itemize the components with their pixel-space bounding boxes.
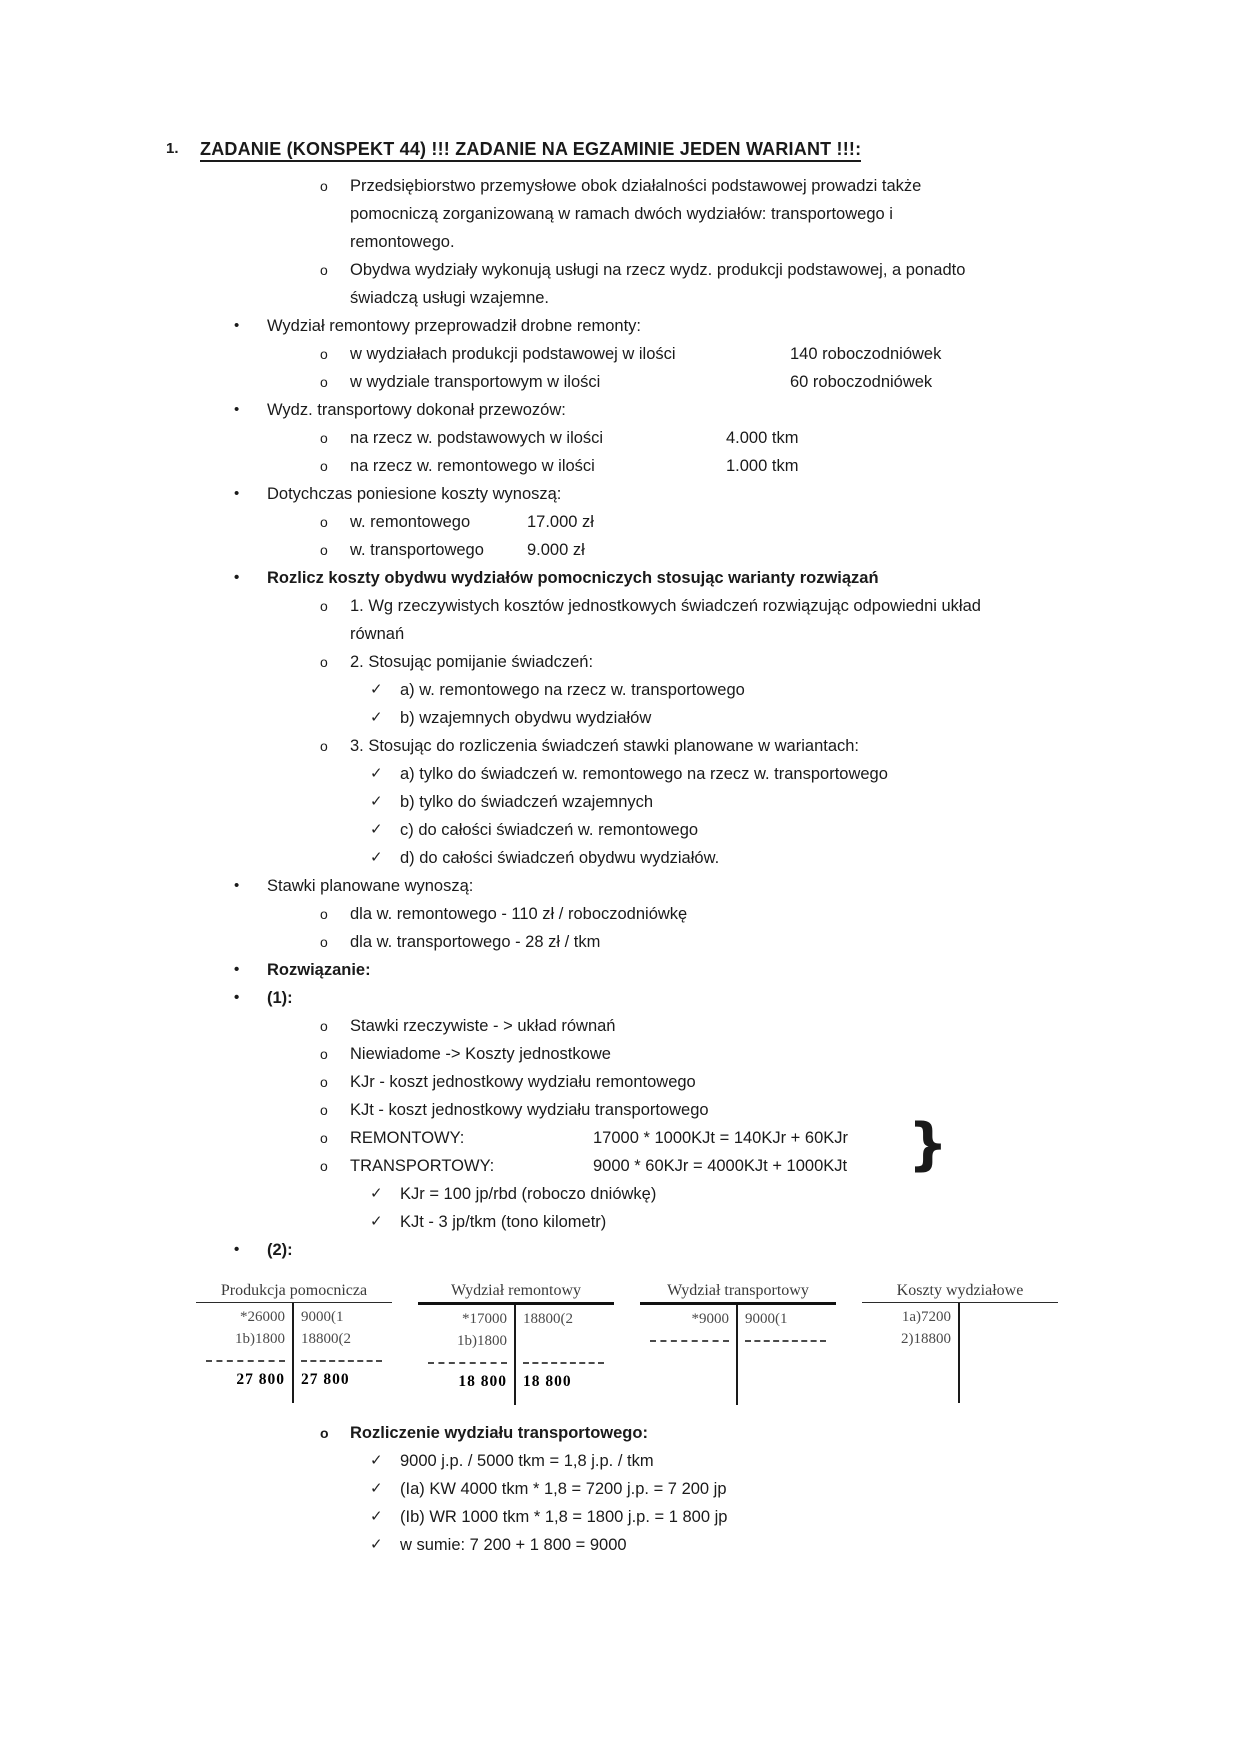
line-text: (2): (267, 1241, 293, 1259)
doc-line (0, 732, 1240, 760)
doc-line (0, 956, 1240, 984)
t-account-body (418, 1305, 614, 1405)
t-account-left-column (196, 1303, 294, 1403)
doc-line (0, 1503, 1240, 1531)
line-text: Rozwiązanie: (267, 961, 371, 979)
line-text: 1. Wg rzeczywistych kosztów jednostkowych świadczeń rozwiązując odpowiedni układ równań (350, 597, 981, 643)
check-icon: ✓ (370, 1185, 383, 1202)
account-entry: 9000(1 (301, 1309, 344, 1325)
t-account-body (196, 1303, 392, 1403)
line-text: w. remontowego (350, 513, 471, 531)
t-account (640, 1282, 836, 1405)
bullet-icon: o (320, 430, 328, 446)
line-text: KJt - koszt jednostkowy wydziału transportowego (350, 1101, 709, 1119)
account-total: 18 800 (458, 1373, 507, 1390)
dash-separator (428, 1362, 507, 1370)
page-title: ZADANIE (KONSPEKT 44) !!! ZADANIE NA EGZAMINIE JEDEN WARIANT !!!: (200, 139, 861, 162)
check-icon: ✓ (370, 821, 383, 838)
bullet-icon: o (320, 346, 328, 362)
bullet-icon: o (320, 458, 328, 474)
dash-separator (206, 1360, 285, 1368)
document-body (0, 172, 1240, 1264)
line-text: a) tylko do świadczeń w. remontowego na rzecz w. transportowego (400, 765, 888, 783)
account-entry: 1b)1800 (235, 1331, 285, 1347)
line-text: REMONTOWY: (350, 1129, 465, 1147)
line-value: 140 roboczodniówek (790, 345, 942, 363)
doc-line (0, 1419, 1240, 1447)
check-icon: ✓ (370, 1213, 383, 1230)
account-entry: 1b)1800 (457, 1333, 507, 1349)
doc-line (0, 872, 1240, 900)
line-text: Wydział remontowy przeprowadził drobne remonty: (267, 317, 642, 335)
doc-line (0, 340, 1240, 368)
account-total: 18 800 (523, 1373, 572, 1390)
bullet-icon: o (320, 934, 328, 950)
line-text: na rzecz w. podstawowych w ilości (350, 429, 604, 447)
t-account (196, 1282, 392, 1405)
account-entry: 18800(2 (523, 1311, 573, 1327)
line-text: Wydz. transportowy dokonał przewozów: (267, 401, 566, 419)
doc-line (0, 1096, 1240, 1124)
bullet-icon: o (320, 1102, 328, 1118)
doc-line (0, 536, 1240, 564)
bullet-icon: • (234, 1241, 240, 1258)
line-text: Stawki rzeczywiste - > układ równań (350, 1017, 616, 1035)
bullet-icon: o (320, 178, 328, 194)
check-icon: ✓ (370, 1508, 383, 1525)
doc-line (0, 1447, 1240, 1475)
line-text: (Ib) WR 1000 tkm * 1,8 = 1800 j.p. = 1 800 jp (400, 1508, 728, 1526)
doc-line (0, 1012, 1240, 1040)
t-account-left-column (418, 1305, 516, 1405)
bullet-icon: o (320, 906, 328, 922)
doc-line (0, 368, 1240, 396)
check-icon: ✓ (370, 849, 383, 866)
t-account-left-column (862, 1303, 960, 1403)
bullet-icon: o (320, 374, 328, 390)
doc-line (0, 1475, 1240, 1503)
account-total: 27 800 (236, 1371, 285, 1388)
line-text: 2. Stosując pomijanie świadczeń: (350, 653, 594, 671)
doc-line (0, 1236, 1240, 1264)
doc-line (0, 172, 1240, 256)
doc-line (0, 844, 1240, 872)
doc-line (0, 564, 1240, 592)
account-entry (967, 1306, 1058, 1328)
bullet-icon: o (320, 262, 328, 278)
line-text: b) wzajemnych obydwu wydziałów (400, 709, 652, 727)
t-account-title: Koszty wydziałowe (862, 1282, 1058, 1303)
t-account-title: Wydział remontowy (418, 1282, 614, 1305)
account-entry: 18800(2 (301, 1331, 351, 1347)
line-text: w sumie: 7 200 + 1 800 = 9000 (400, 1536, 627, 1554)
t-account-right-column (960, 1303, 1058, 1403)
line-text: 3. Stosując do rozliczenia świadczeń stawki planowane w wariantach: (350, 737, 860, 755)
t-account-title: Wydział transportowy (640, 1282, 836, 1305)
line-text: (1): (267, 989, 293, 1007)
t-account-right-column (738, 1305, 836, 1405)
line-text: Niewiadome -> Koszty jednostkowe (350, 1045, 611, 1063)
account-entry: *17000 (462, 1311, 507, 1327)
doc-line (0, 788, 1240, 816)
t-account-title: Produkcja pomocnicza (196, 1282, 392, 1303)
doc-line (0, 928, 1240, 956)
line-text: w. transportowego (350, 541, 484, 559)
line-text: 9000 j.p. / 5000 tkm = 1,8 j.p. / tkm (400, 1452, 654, 1470)
doc-line (0, 1180, 1240, 1208)
t-account-body (862, 1303, 1058, 1403)
account-entry: 2)18800 (901, 1331, 951, 1347)
line-text: dla w. remontowego - 110 zł / roboczodniówkę (350, 905, 688, 923)
check-icon: ✓ (370, 709, 383, 726)
t-account-left-column (640, 1305, 738, 1405)
line-text: na rzecz w. remontowego w ilości (350, 457, 595, 475)
doc-line (0, 704, 1240, 732)
t-account-body (640, 1305, 836, 1405)
line-text: dla w. transportowego - 28 zł / tkm (350, 933, 601, 951)
doc-line (0, 312, 1240, 340)
doc-line (0, 1068, 1240, 1096)
line-text: Rozliczenie wydziału transportowego: (350, 1424, 648, 1442)
doc-line (0, 592, 1240, 648)
line-text: d) do całości świadczeń obydwu wydziałów. (400, 849, 720, 867)
account-entry: *26000 (240, 1309, 285, 1325)
line-text: w wydziale transportowym w ilości (350, 373, 601, 391)
bullet-icon: o (320, 1425, 329, 1441)
title-line (0, 134, 1240, 166)
account-entry: *9000 (691, 1311, 729, 1327)
line-text: (Ia) KW 4000 tkm * 1,8 = 7200 j.p. = 7 200 jp (400, 1480, 727, 1498)
bullet-icon: o (320, 1130, 328, 1146)
check-icon: ✓ (370, 1452, 383, 1469)
doc-line (0, 816, 1240, 844)
doc-line (0, 424, 1240, 452)
check-icon: ✓ (370, 1480, 383, 1497)
doc-line (0, 900, 1240, 928)
line-text: w wydziałach produkcji podstawowej w ilości (350, 345, 676, 363)
line-value: 17000 * 1000KJt = 140KJr + 60KJr (593, 1129, 849, 1147)
t-account-right-column (294, 1303, 392, 1403)
doc-line (0, 648, 1240, 676)
dash-separator (523, 1362, 604, 1370)
check-icon: ✓ (370, 1536, 383, 1553)
bullet-icon: o (320, 1046, 328, 1062)
doc-line (0, 984, 1240, 1012)
check-icon: ✓ (370, 681, 383, 698)
bullet-icon: o (320, 1018, 328, 1034)
line-text: Rozlicz koszty obydwu wydziałów pomocniczych stosując warianty rozwiązań (267, 569, 879, 587)
bullet-icon: • (234, 569, 240, 586)
line-text: a) w. remontowego na rzecz w. transportowego (400, 681, 745, 699)
brace-glyph: } (908, 1112, 948, 1177)
dash-separator (745, 1340, 826, 1348)
bullet-icon: • (234, 989, 240, 1006)
bullet-icon: o (320, 598, 328, 614)
doc-line (0, 1040, 1240, 1068)
check-icon: ✓ (370, 765, 383, 782)
account-entry: 9000(1 (745, 1311, 788, 1327)
bullet-icon: • (234, 401, 240, 418)
account-entry (523, 1330, 614, 1352)
bullet-icon: • (234, 317, 240, 334)
t-account-right-column (516, 1305, 614, 1405)
doc-line (0, 256, 1240, 312)
line-value: 9.000 zł (527, 541, 585, 559)
line-text: Przedsiębiorstwo przemysłowe obok działalności podstawowej prowadzi także pomocniczą zorganizowaną w ramach dwóch wydziałów: transportowego i remontowego. (350, 177, 922, 251)
dash-separator (650, 1340, 729, 1348)
bullet-icon: o (320, 514, 328, 530)
line-text: KJr = 100 jp/rbd (roboczo dniówkę) (400, 1185, 657, 1203)
account-entry (967, 1328, 1058, 1350)
account-total: 27 800 (301, 1371, 350, 1388)
line-text: Obydwa wydziały wykonują usługi na rzecz wydz. produkcji podstawowej, a ponadto świadczą usługi wzajemne. (350, 261, 966, 307)
line-value: 9000 * 60KJr = 4000KJt + 1000KJt (593, 1157, 848, 1175)
dash-separator (301, 1360, 382, 1368)
document-footer (0, 1419, 1240, 1559)
bullet-icon: o (320, 542, 328, 558)
line-text: TRANSPORTOWY: (350, 1157, 495, 1175)
account-entry: 1a)7200 (901, 1309, 951, 1325)
t-account (862, 1282, 1058, 1405)
doc-line (0, 760, 1240, 788)
line-text: c) do całości świadczeń w. remontowego (400, 821, 699, 839)
line-text: Dotychczas poniesione koszty wynoszą: (267, 485, 562, 503)
doc-line (0, 1531, 1240, 1559)
bullet-icon: o (320, 738, 328, 754)
doc-line (0, 396, 1240, 424)
line-value: 4.000 tkm (726, 429, 799, 447)
line-text: KJt - 3 jp/tkm (tono kilometr) (400, 1213, 607, 1231)
bullet-icon: o (320, 654, 328, 670)
line-text: b) tylko do świadczeń wzajemnych (400, 793, 654, 811)
doc-line (0, 508, 1240, 536)
bullet-icon: • (234, 961, 240, 978)
doc-line (0, 676, 1240, 704)
title-number: 1. (166, 140, 179, 157)
doc-line (0, 480, 1240, 508)
line-value: 17.000 zł (527, 513, 594, 531)
line-text: Stawki planowane wynoszą: (267, 877, 474, 895)
t-account (418, 1282, 614, 1405)
doc-line (0, 452, 1240, 480)
line-value: 1.000 tkm (726, 457, 799, 475)
bullet-icon: o (320, 1074, 328, 1090)
doc-line (0, 1152, 1240, 1180)
t-accounts-strip (0, 1282, 1240, 1405)
line-value: 60 roboczodniówek (790, 373, 933, 391)
bullet-icon: • (234, 485, 240, 502)
bullet-icon: o (320, 1158, 328, 1174)
check-icon: ✓ (370, 793, 383, 810)
line-text: KJr - koszt jednostkowy wydziału remontowego (350, 1073, 696, 1091)
bullet-icon: • (234, 877, 240, 894)
doc-line (0, 1208, 1240, 1236)
